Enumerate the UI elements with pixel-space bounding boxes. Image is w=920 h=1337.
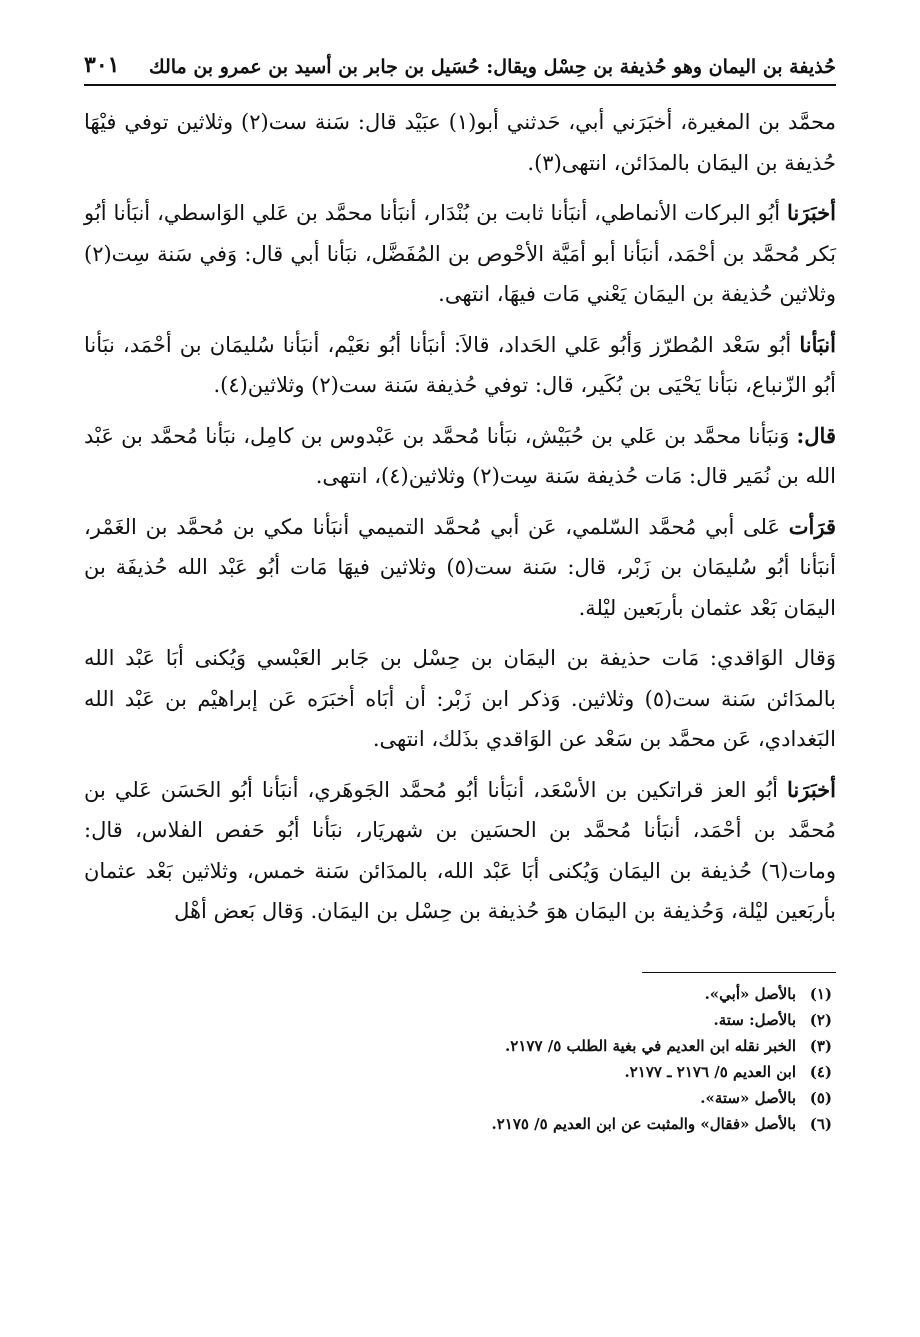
paragraph-text: عَلى أبي مُحمَّد السّلمي، عَن أبي مُحمَّد التميمي أنبَأنا مكي بن مُحمَّد بن الغَمْر، أنبَأنا أبُو سُليمَان بن زَبْر، قال: سَنة ست(٥) وثلاثين فيهَا مَات أبُو عَبْد الله حُذيفَة بن اليمَان بَعْد عثمان بأربَعين ليْلة. (84, 514, 837, 620)
paragraph-text: أبُو العز قراتكين بن الأسْعَد، أنبَأنا أبُو مُحمَّد الجَوهَري، أنبَأنا أبُو الحَسَن عَلي بن مُحمَّد بن أحْمَد، أنبَأنا مُحمَّد بن الحسَين بن شهريَار، نبَأنا أبُو حَفص الفلاس، قال: ومات(٦) حُذيفة بن اليمَان وَيُكنى أبَا عَبْد الله، بالمدَائن سَنة خمس، وثلاثين بَعْد عثمان بأربَعين ليْلة، وَحُذيفة بن اليمَان هوَ حُذيفة بن حِسْل بن اليمَان. وَقال بَعض أهْل (84, 777, 836, 923)
footnote-text: ابن العديم ٥/ ٢١٧٦ ـ ٢١٧٧. (624, 1062, 796, 1081)
footnote (84, 1085, 836, 1111)
running-header (84, 52, 836, 86)
paragraph-text: وَنبَأنا محمَّد بن عَلي بن حُبَيْش، نبَأنا مُحمَّد بن عَبْدوس بن كامِل، نبَأنا مُحمَّد بن عَبْد الله بن نُمَير قال: مَات حُذيفة سَنة سِت(٢) وثلاثين(٤)، انتهى. (84, 423, 836, 488)
paragraph-lead: أنبَأنا (799, 331, 836, 357)
paragraph-7 (84, 770, 836, 932)
paragraph-lead: قال: (796, 422, 836, 448)
footnote-text: بالأصل: ستة. (713, 1010, 796, 1029)
paragraph-text: وَقال الوَاقدي: مَات حذيفة بن اليمَان بن حِسْل بن جَابر العَبْسي وَيُكنى أبَا عَبْد الله بالمدَائن سَنة ست(٥) وثلاثين. وَذكر ابن زَبْر: أن أبَاه أخبَرَه عَن إبراهيْم بن عَبْد الله البَغدادي، عَن محمَّد بن سَعْد عن الوَاقدي بذَلك، انتهى. (84, 646, 837, 751)
footnote-text: الخبر نقله ابن العديم في بغية الطلب ٥/ ٢١٧٧. (505, 1036, 796, 1055)
footnote-number: (٣) (809, 1036, 832, 1055)
paragraph-text: أبُو البركات الأنماطي، أنبَأنا ثابت بن بُنْدَار، أنبَأنا محمَّد بن عَلي الوَاسطي، أنبَأنا أبُو بَكر مُحمَّد بن أحْمَد، أنبَأنا أبو أمَيَّة الأحْوص بن المُفَضَّل، نبَأنا أبي قال: وَفي سَنة سِت(٢) وثلاثين حُذيفة بن اليمَان يَعْني مَات فيهَا، انتهى. (84, 201, 836, 306)
footnote (84, 1059, 836, 1085)
footnote-divider (642, 972, 836, 973)
paragraph-text: محمَّد بن المغيرة، أخبَرَني أبي، حَدثني أبو(١) عبَيْد قال: سَنة ست(٢) وثلاثين توفي فيْهَا حُذيفة بن اليمَان بالمدَائن، انتهى(٣). (84, 110, 836, 175)
page-number: ٣٠١ (84, 52, 120, 78)
footnote (84, 1111, 836, 1137)
paragraph-6 (84, 638, 836, 760)
paragraph-1 (84, 102, 836, 183)
footnote (84, 1033, 836, 1059)
paragraph-4 (84, 416, 836, 497)
paragraph-3 (84, 325, 836, 406)
paragraph-5 (84, 507, 836, 629)
paragraph-text: أبُو سَعْد المُطرّز وَأبُو عَلي الحَداد، قالاَ: أنبَأنا أبُو نعَيْم، أنبَأنا سُليمَان بن أحْمَد، نبَأنا أبُو الزّنباع، نبَأنا يَحْيَى بن بُكَير، قال: توفي حُذيفة سَنة ست(٢) وثلاثين(٤). (84, 332, 836, 397)
footnote (84, 981, 836, 1007)
paragraph-lead: قرَأت (788, 513, 836, 539)
footnote-number: (٥) (809, 1088, 832, 1107)
paragraph-2 (84, 193, 836, 315)
footnotes (84, 981, 836, 1137)
footnote-text: بالأصل «فقال» والمثبت عن ابن العديم ٥/ ٢١٧٥. (491, 1114, 796, 1133)
paragraph-lead: أخبَرَنا (787, 200, 836, 225)
footnote-text: بالأصل «ستة». (700, 1088, 796, 1107)
body-text (84, 102, 836, 932)
footnote-text: بالأصل «أبي». (704, 984, 796, 1003)
footnote-number: (٢) (809, 1010, 832, 1029)
footnote (84, 1007, 836, 1033)
header-title: حُذيفة بن اليمان وهو حُذيفة بن حِسْل ويقال: حُسَيل بن جابر بن أسيد بن عمرو بن مالك (148, 56, 836, 78)
footnote-number: (١) (809, 984, 832, 1003)
footnote-number: (٤) (809, 1062, 832, 1081)
paragraph-lead: أخبَرَنا (787, 776, 836, 802)
footnote-number: (٦) (809, 1114, 832, 1133)
